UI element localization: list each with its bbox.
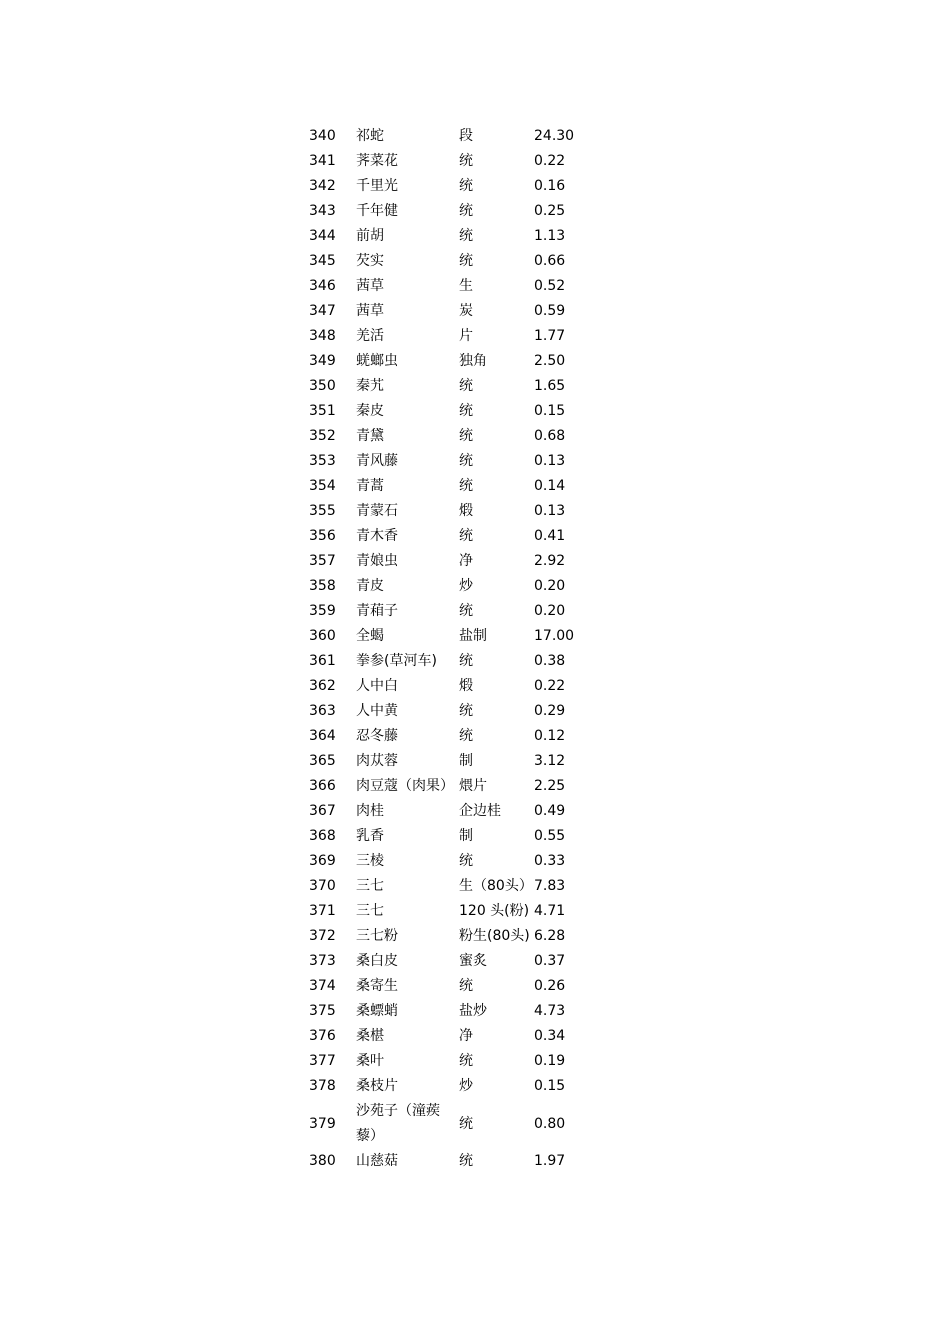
table-row bbox=[304, 899, 594, 924]
item-name: 千年健 bbox=[356, 203, 398, 219]
table-row bbox=[304, 874, 594, 899]
item-number: 368 bbox=[309, 828, 336, 844]
item-number: 380 bbox=[309, 1153, 336, 1169]
table-row bbox=[304, 349, 594, 374]
table-row bbox=[304, 774, 594, 799]
item-price: 0.13 bbox=[534, 503, 566, 519]
item-name: 青皮 bbox=[356, 578, 384, 594]
item-name: 茜草 bbox=[356, 278, 384, 294]
item-name: 桑白皮 bbox=[356, 953, 398, 969]
item-spec: 统 bbox=[459, 978, 473, 994]
table-row bbox=[304, 1099, 594, 1149]
item-price: 0.12 bbox=[534, 728, 566, 744]
item-name: 芡实 bbox=[356, 253, 384, 269]
item-price: 0.38 bbox=[534, 653, 566, 669]
item-number: 361 bbox=[309, 653, 336, 669]
table-row bbox=[304, 674, 594, 699]
item-number: 354 bbox=[309, 478, 336, 494]
table-row bbox=[304, 474, 594, 499]
item-number: 365 bbox=[309, 753, 336, 769]
item-price: 0.16 bbox=[534, 178, 566, 194]
item-number: 342 bbox=[309, 178, 336, 194]
table-row bbox=[304, 1074, 594, 1099]
item-price: 0.37 bbox=[534, 953, 566, 969]
item-name: 拳参(草河车) bbox=[356, 653, 437, 669]
item-spec: 生 bbox=[459, 278, 473, 294]
table-row bbox=[304, 699, 594, 724]
item-price: 0.66 bbox=[534, 253, 566, 269]
item-name: 前胡 bbox=[356, 228, 384, 244]
item-spec: 统 bbox=[459, 653, 473, 669]
table-row bbox=[304, 1149, 594, 1174]
item-spec: 煅 bbox=[459, 503, 473, 519]
item-name: 青风藤 bbox=[356, 453, 398, 469]
item-price: 0.15 bbox=[534, 1078, 566, 1094]
item-price: 1.13 bbox=[534, 228, 566, 244]
item-number: 346 bbox=[309, 278, 336, 294]
item-number: 359 bbox=[309, 603, 336, 619]
item-price: 6.28 bbox=[534, 928, 566, 944]
item-name: 桑寄生 bbox=[356, 978, 398, 994]
item-price: 1.65 bbox=[534, 378, 566, 394]
item-spec: 统 bbox=[459, 1053, 473, 1069]
item-price: 0.59 bbox=[534, 303, 566, 319]
item-number: 375 bbox=[309, 1003, 336, 1019]
item-name: 蜣螂虫 bbox=[356, 353, 398, 369]
item-price: 3.12 bbox=[534, 753, 566, 769]
item-spec: 净 bbox=[459, 553, 473, 569]
item-spec: 统 bbox=[459, 478, 473, 494]
item-price: 0.14 bbox=[534, 478, 566, 494]
item-spec: 统 bbox=[459, 1115, 473, 1132]
table-row bbox=[304, 449, 594, 474]
item-price: 0.33 bbox=[534, 853, 566, 869]
item-price: 0.80 bbox=[534, 1115, 566, 1132]
table-row bbox=[304, 1024, 594, 1049]
item-price: 0.20 bbox=[534, 578, 566, 594]
item-number: 355 bbox=[309, 503, 336, 519]
table-row bbox=[304, 324, 594, 349]
item-price: 0.41 bbox=[534, 528, 566, 544]
item-name: 羌活 bbox=[356, 328, 384, 344]
item-name: 青葙子 bbox=[356, 603, 398, 619]
item-spec: 蜜炙 bbox=[459, 953, 487, 969]
item-price: 1.97 bbox=[534, 1153, 566, 1169]
item-number: 348 bbox=[309, 328, 336, 344]
item-number: 356 bbox=[309, 528, 336, 544]
item-price: 4.73 bbox=[534, 1003, 566, 1019]
table-row bbox=[304, 849, 594, 874]
item-name: 秦皮 bbox=[356, 403, 384, 419]
item-spec: 盐炒 bbox=[459, 1003, 487, 1019]
item-price: 0.19 bbox=[534, 1053, 566, 1069]
item-spec: 制 bbox=[459, 828, 473, 844]
item-number: 378 bbox=[309, 1078, 336, 1094]
table-row bbox=[304, 924, 594, 949]
item-spec: 统 bbox=[459, 428, 473, 444]
table-row bbox=[304, 174, 594, 199]
table-row bbox=[304, 724, 594, 749]
item-price: 0.49 bbox=[534, 803, 566, 819]
item-name: 桑螵蛸 bbox=[356, 1003, 398, 1019]
item-price: 0.34 bbox=[534, 1028, 566, 1044]
table-row bbox=[304, 299, 594, 324]
item-name: 桑叶 bbox=[356, 1053, 384, 1069]
item-spec: 统 bbox=[459, 403, 473, 419]
item-spec: 统 bbox=[459, 703, 473, 719]
item-spec: 制 bbox=[459, 753, 473, 769]
table-row bbox=[304, 374, 594, 399]
item-number: 363 bbox=[309, 703, 336, 719]
item-name: 青娘虫 bbox=[356, 553, 398, 569]
item-spec: 粉生(80头) bbox=[459, 928, 530, 944]
item-number: 360 bbox=[309, 628, 336, 644]
item-name: 青蒙石 bbox=[356, 503, 398, 519]
item-spec: 统 bbox=[459, 203, 473, 219]
item-price: 17.00 bbox=[534, 628, 575, 644]
item-number: 340 bbox=[309, 128, 336, 144]
item-price: 2.50 bbox=[534, 353, 566, 369]
item-name: 人中黄 bbox=[356, 703, 398, 719]
item-number: 373 bbox=[309, 953, 336, 969]
item-spec: 统 bbox=[459, 853, 473, 869]
item-spec: 统 bbox=[459, 153, 473, 169]
table-row bbox=[304, 274, 594, 299]
item-number: 349 bbox=[309, 353, 336, 369]
item-name: 茜草 bbox=[356, 303, 384, 319]
item-name: 桑枝片 bbox=[356, 1078, 398, 1094]
item-spec: 统 bbox=[459, 253, 473, 269]
item-spec: 片 bbox=[459, 328, 473, 344]
item-spec: 净 bbox=[459, 1028, 473, 1044]
item-number: 357 bbox=[309, 553, 336, 569]
item-number: 344 bbox=[309, 228, 336, 244]
table-row bbox=[304, 249, 594, 274]
item-number: 353 bbox=[309, 453, 336, 469]
item-price: 0.22 bbox=[534, 153, 566, 169]
item-price: 0.15 bbox=[534, 403, 566, 419]
item-name: 三棱 bbox=[356, 853, 384, 869]
item-price: 0.29 bbox=[534, 703, 566, 719]
item-spec: 煨片 bbox=[459, 778, 487, 794]
item-number: 377 bbox=[309, 1053, 336, 1069]
item-price: 7.83 bbox=[534, 878, 566, 894]
item-name: 肉桂 bbox=[356, 803, 384, 819]
price-table bbox=[304, 124, 594, 1174]
table-row bbox=[304, 749, 594, 774]
item-name: 青木香 bbox=[356, 528, 398, 544]
item-spec: 统 bbox=[459, 378, 473, 394]
item-price: 0.25 bbox=[534, 203, 566, 219]
item-number: 345 bbox=[309, 253, 336, 269]
table-row bbox=[304, 1049, 594, 1074]
item-number: 372 bbox=[309, 928, 336, 944]
table-row bbox=[304, 399, 594, 424]
table-row bbox=[304, 974, 594, 999]
table-row bbox=[304, 549, 594, 574]
item-name: 沙苑子（潼蒺藜） bbox=[356, 1103, 440, 1144]
item-name: 山慈菇 bbox=[356, 1153, 398, 1169]
item-price: 4.71 bbox=[534, 903, 566, 919]
item-number: 362 bbox=[309, 678, 336, 694]
table-row bbox=[304, 949, 594, 974]
item-number: 347 bbox=[309, 303, 336, 319]
item-price: 2.92 bbox=[534, 553, 566, 569]
table-row bbox=[304, 624, 594, 649]
item-price: 0.22 bbox=[534, 678, 566, 694]
item-number: 350 bbox=[309, 378, 336, 394]
item-spec: 段 bbox=[459, 128, 473, 144]
item-name: 桑椹 bbox=[356, 1028, 384, 1044]
table-row bbox=[304, 824, 594, 849]
item-number: 358 bbox=[309, 578, 336, 594]
item-name: 秦艽 bbox=[356, 378, 384, 394]
item-number: 370 bbox=[309, 878, 336, 894]
item-price: 2.25 bbox=[534, 778, 566, 794]
table-row bbox=[304, 424, 594, 449]
table-row bbox=[304, 999, 594, 1024]
item-spec: 统 bbox=[459, 228, 473, 244]
item-spec: 统 bbox=[459, 1153, 473, 1169]
item-spec: 120 头(粉) bbox=[459, 903, 530, 919]
item-price: 0.68 bbox=[534, 428, 566, 444]
item-spec: 统 bbox=[459, 603, 473, 619]
item-number: 367 bbox=[309, 803, 336, 819]
item-spec: 统 bbox=[459, 178, 473, 194]
table-row bbox=[304, 499, 594, 524]
item-name: 忍冬藤 bbox=[356, 728, 398, 744]
item-number: 343 bbox=[309, 203, 336, 219]
table-row bbox=[304, 124, 594, 149]
item-spec: 统 bbox=[459, 528, 473, 544]
item-spec: 独角 bbox=[459, 353, 487, 369]
table-row bbox=[304, 199, 594, 224]
table-row bbox=[304, 799, 594, 824]
item-number: 376 bbox=[309, 1028, 336, 1044]
table-row bbox=[304, 599, 594, 624]
item-spec: 炒 bbox=[459, 1078, 473, 1094]
table-row bbox=[304, 224, 594, 249]
item-name: 人中白 bbox=[356, 678, 398, 694]
table-row bbox=[304, 649, 594, 674]
table-row bbox=[304, 524, 594, 549]
item-spec: 统 bbox=[459, 453, 473, 469]
item-name: 三七 bbox=[356, 903, 384, 919]
item-number: 369 bbox=[309, 853, 336, 869]
item-price: 0.55 bbox=[534, 828, 566, 844]
item-price: 0.26 bbox=[534, 978, 566, 994]
item-name: 千里光 bbox=[356, 178, 398, 194]
item-number: 379 bbox=[309, 1115, 336, 1132]
item-price: 24.30 bbox=[534, 128, 575, 144]
item-name: 祁蛇 bbox=[356, 128, 384, 144]
item-spec: 煅 bbox=[459, 678, 473, 694]
item-name: 肉豆蔻（肉果） bbox=[356, 778, 454, 794]
item-number: 374 bbox=[309, 978, 336, 994]
item-name: 全蝎 bbox=[356, 628, 384, 644]
item-price: 0.13 bbox=[534, 453, 566, 469]
item-number: 351 bbox=[309, 403, 336, 419]
price-table-body bbox=[304, 124, 594, 1174]
item-number: 352 bbox=[309, 428, 336, 444]
item-price: 0.52 bbox=[534, 278, 566, 294]
item-number: 364 bbox=[309, 728, 336, 744]
table-row bbox=[304, 574, 594, 599]
item-spec: 炒 bbox=[459, 578, 473, 594]
item-price: 1.77 bbox=[534, 328, 566, 344]
item-name: 乳香 bbox=[356, 828, 384, 844]
item-number: 366 bbox=[309, 778, 336, 794]
item-name: 三七粉 bbox=[356, 928, 398, 944]
table-row bbox=[304, 149, 594, 174]
item-price: 0.20 bbox=[534, 603, 566, 619]
item-spec: 盐制 bbox=[459, 628, 487, 644]
item-number: 341 bbox=[309, 153, 336, 169]
item-spec: 企边桂 bbox=[459, 803, 501, 819]
item-name: 三七 bbox=[356, 878, 384, 894]
item-name: 青黛 bbox=[356, 428, 384, 444]
item-name: 荠菜花 bbox=[356, 153, 398, 169]
item-name: 青蒿 bbox=[356, 478, 384, 494]
item-name: 肉苁蓉 bbox=[356, 753, 398, 769]
item-spec: 生（80头） bbox=[459, 878, 533, 894]
item-number: 371 bbox=[309, 903, 336, 919]
item-spec: 统 bbox=[459, 728, 473, 744]
item-spec: 炭 bbox=[459, 303, 473, 319]
